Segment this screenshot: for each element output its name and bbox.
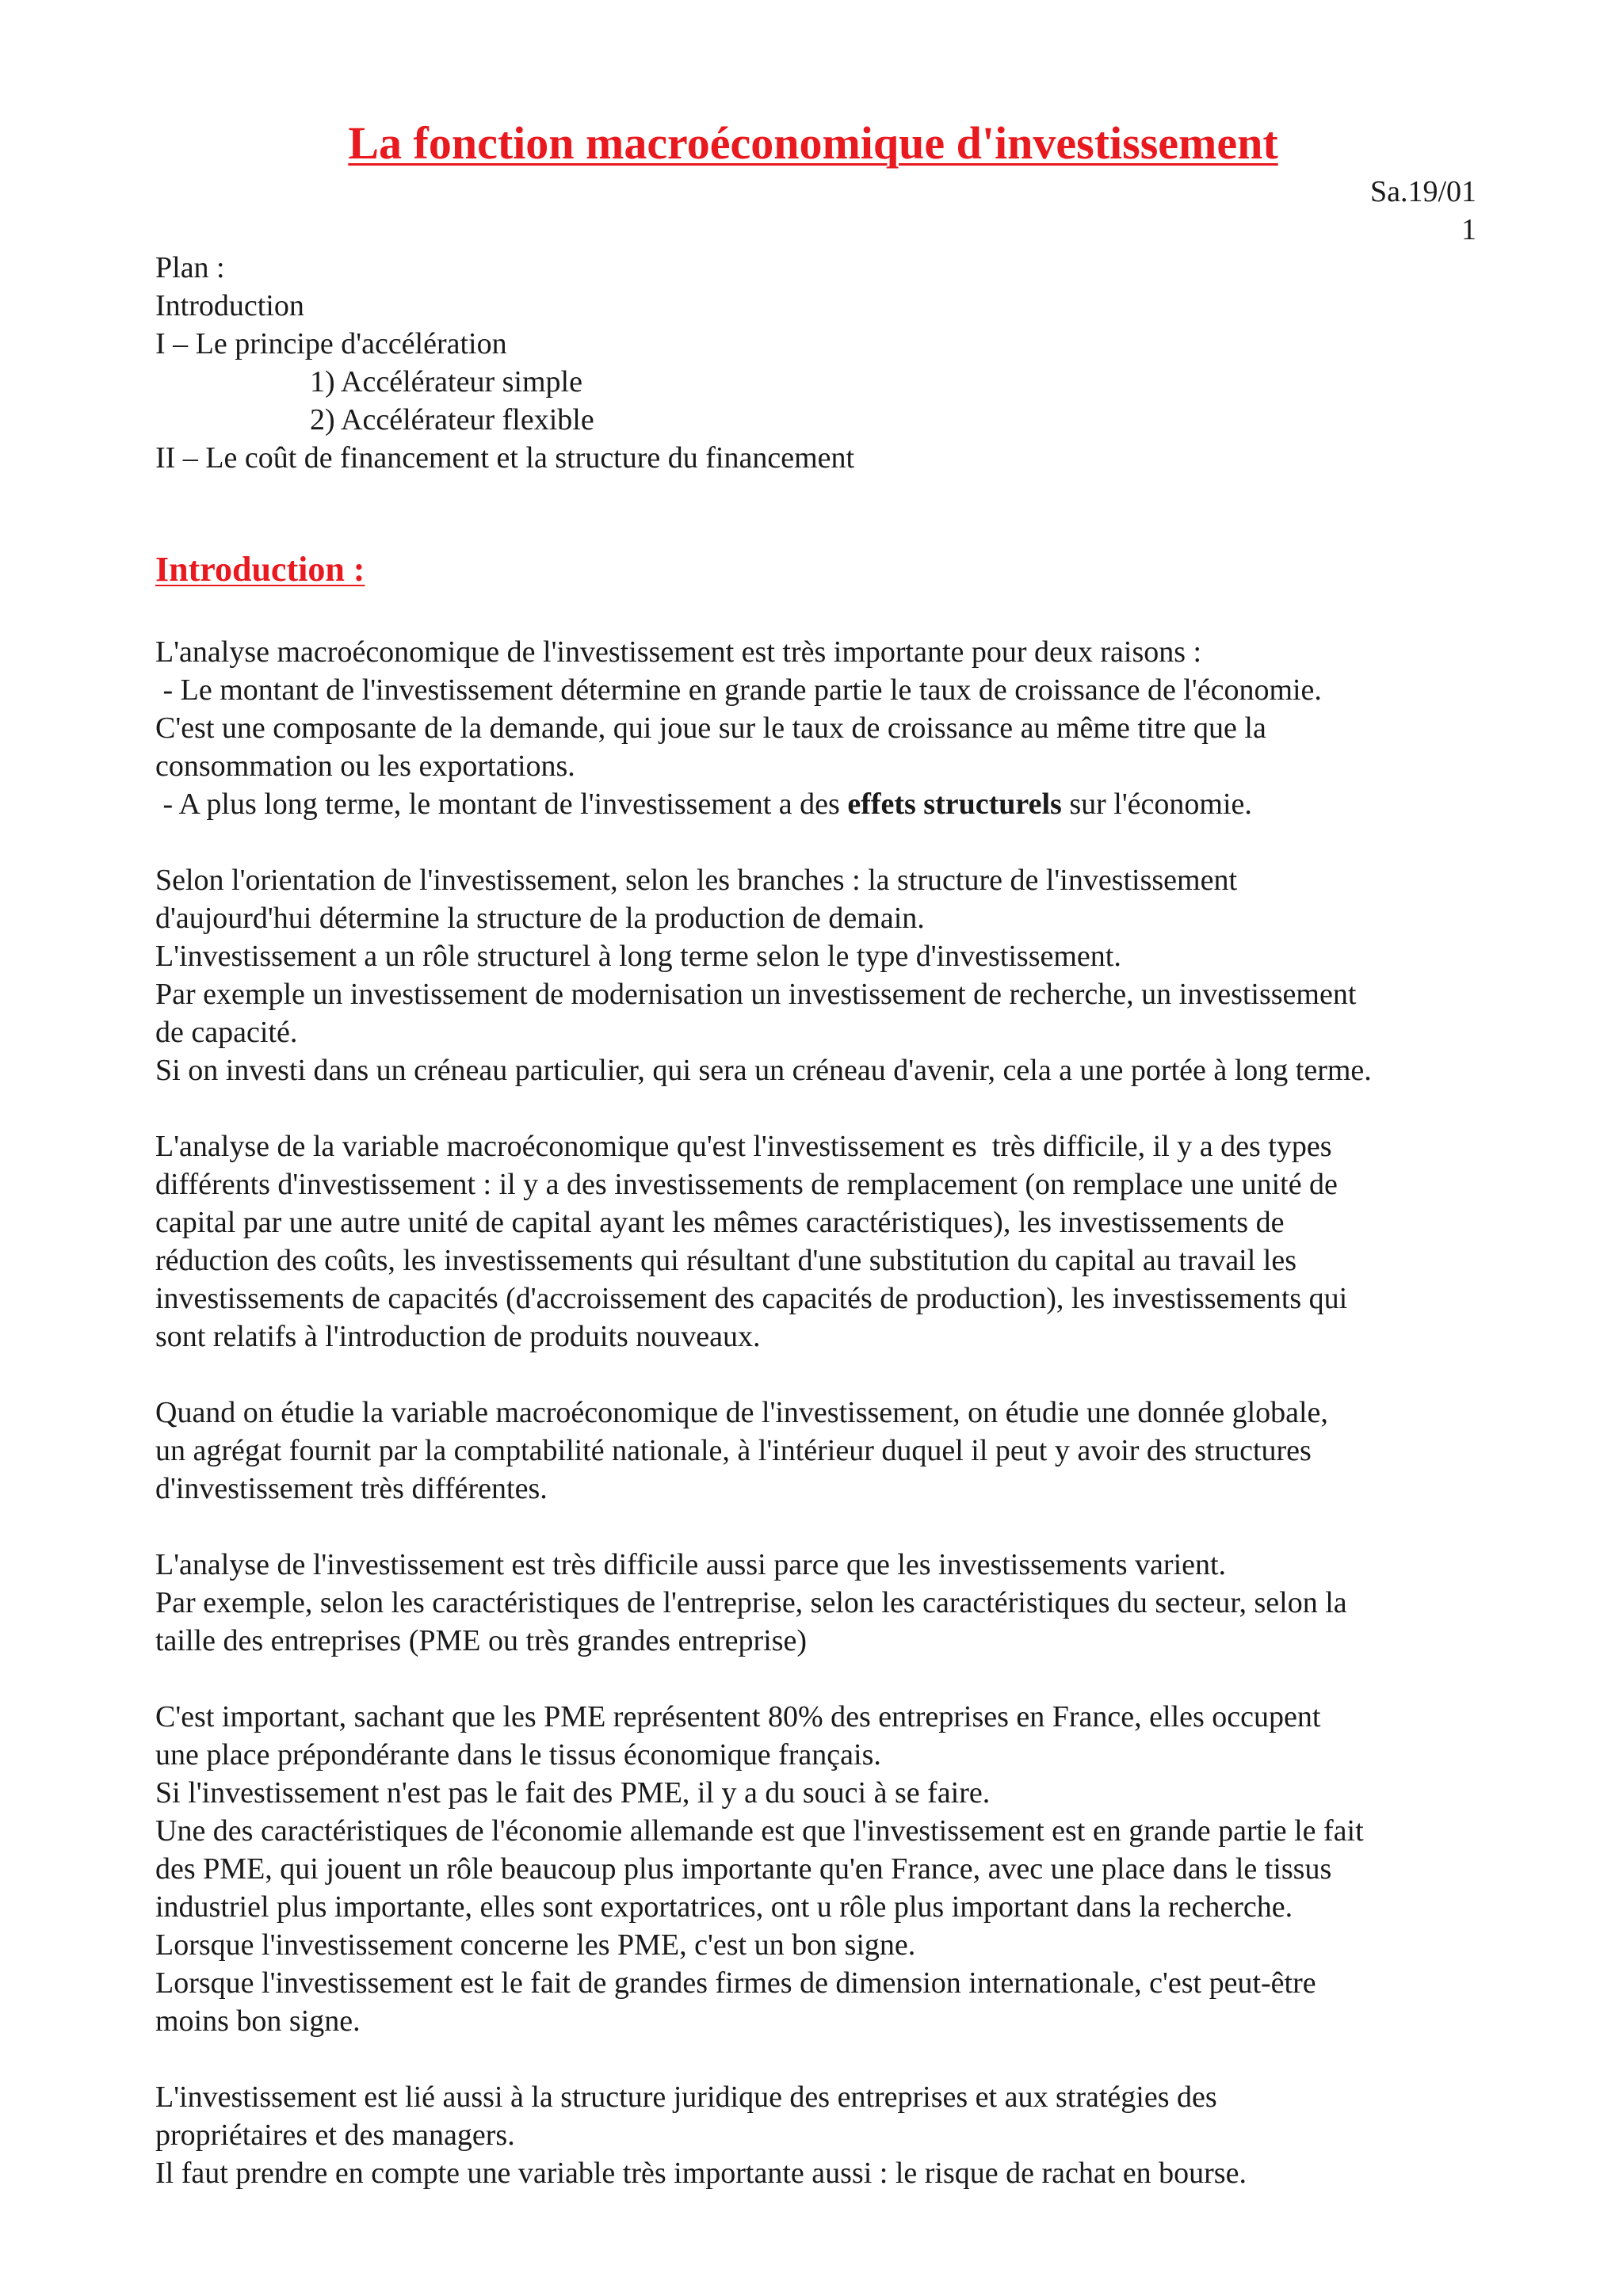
text-line: Selon l'orientation de l'investissement, selon les branches : la structure de l'investissement <box>155 864 1238 897</box>
document-title: La fonction macroéconomique d'investissement <box>348 117 1278 169</box>
text-line: Par exemple, selon les caractéristiques de l'entreprise, selon les caractéristiques du secteur, selon la <box>155 1586 1347 1619</box>
text-line: investissements de capacités (d'accroissement des capacités de production), les investissements qui <box>155 1282 1348 1315</box>
plan-label: Plan : <box>155 251 225 284</box>
text-line: Lorsque l'investissement concerne les PME, c'est un bon signe. <box>155 1928 916 1962</box>
text-line: Par exemple un investissement de modernisation un investissement de recherche, un investissement <box>155 978 1357 1011</box>
text-line: réduction des coûts, les investissements qui résultant d'une substitution du capital au travail les <box>155 1244 1297 1277</box>
plan-item-part-1-sub-1: 1) Accélérateur simple <box>310 365 582 399</box>
introduction-heading: Introduction : <box>155 550 365 589</box>
text-line: L'analyse macroéconomique de l'investissement est très importante pour deux raisons : <box>155 635 1202 669</box>
text-line: propriétaires et des managers. <box>155 2119 515 2152</box>
text-line: Lorsque l'investissement est le fait de grandes firmes de dimension internationale, c'est peut-être <box>155 1966 1316 2000</box>
text-line: Il faut prendre en compte une variable très importante aussi : le risque de rachat en bourse. <box>155 2157 1247 2190</box>
text-line-with-emphasis <box>155 785 1495 823</box>
text-segment: sur l'économie. <box>1061 788 1252 821</box>
text-line: - Le montant de l'investissement détermine en grande partie le taux de croissance de l'économie. <box>155 673 1322 707</box>
text-line: d'investissement très différentes. <box>155 1472 548 1505</box>
paragraph-7 <box>155 2078 1495 2192</box>
text-line: Une des caractéristiques de l'économie allemande est que l'investissement est en grande partie le fait <box>155 1814 1364 1848</box>
text-line: L'investissement est lié aussi à la structure juridique des entreprises et aux stratégies des <box>155 2081 1217 2114</box>
text-segment: - A plus long terme, le montant de l'investissement a des <box>155 788 848 821</box>
paragraph-6 <box>155 1698 1495 2040</box>
text-line: industriel plus importante, elles sont exportatrices, ont u rôle plus important dans la recherche. <box>155 1890 1293 1924</box>
text-line: de capacité. <box>155 1016 298 1049</box>
emphasis-text: effets structurels <box>847 788 1062 821</box>
text-line: Si on investi dans un créneau particulier, qui sera un créneau d'avenir, cela a une portée à long terme. <box>155 1054 1372 1087</box>
text-line: C'est important, sachant que les PME représentent 80% des entreprises en France, elles occupent <box>155 1700 1321 1733</box>
text-line: Si l'investissement n'est pas le fait des PME, il y a du souci à se faire. <box>155 1776 991 1810</box>
text-line: taille des entreprises (PME ou très grandes entreprise) <box>155 1624 808 1657</box>
text-line: capital par une autre unité de capital ayant les mêmes caractéristiques), les investissements de <box>155 1206 1285 1239</box>
text-line: L'analyse de la variable macroéconomique qu'est l'investissement es très difficile, il y a des types <box>155 1130 1332 1163</box>
text-line: Quand on étudie la variable macroéconomique de l'investissement, on étudie une donnée globale, <box>155 1396 1328 1429</box>
text-line: différents d'investissement : il y a des investissements de remplacement (on remplace une unité de <box>155 1168 1338 1201</box>
text-line: moins bon signe. <box>155 2004 361 2038</box>
plan-item-part-2: II – Le coût de financement et la structure du financement <box>155 441 855 475</box>
text-line: L'analyse de l'investissement est très difficile aussi parce que les investissements varient. <box>155 1548 1227 1581</box>
text-line: consommation ou les exportations. <box>155 749 575 783</box>
text-line: une place prépondérante dans le tissus économique français. <box>155 1738 881 1772</box>
document-meta <box>1370 173 1476 249</box>
paragraph-2 <box>155 861 1495 1089</box>
plan-item-introduction: Introduction <box>155 289 304 322</box>
plan-item-part-1-sub-2: 2) Accélérateur flexible <box>310 403 594 437</box>
paragraph-3 <box>155 1127 1495 1356</box>
text-line: des PME, qui jouent un rôle beaucoup plus importante qu'en France, avec une place dans le tissus <box>155 1852 1332 1886</box>
text-line: sont relatifs à l'introduction de produits nouveaux. <box>155 1320 761 1353</box>
text-line: d'aujourd'hui détermine la structure de la production de demain. <box>155 902 925 935</box>
page-number: 1 <box>1461 213 1476 246</box>
paragraph-5 <box>155 1546 1495 1660</box>
date-label: Sa.19/01 <box>1369 175 1476 208</box>
text-line: C'est une composante de la demande, qui joue sur le taux de croissance au même titre que la <box>155 711 1266 745</box>
text-line: un agrégat fournit par la comptabilité nationale, à l'intérieur duquel il peut y avoir des structures <box>155 1434 1312 1467</box>
introduction-body <box>155 633 1495 2230</box>
paragraph-1 <box>155 633 1495 823</box>
text-line: L'investissement a un rôle structurel à long terme selon le type d'investissement. <box>155 940 1121 973</box>
plan-item-part-1: I – Le principe d'accélération <box>155 327 507 360</box>
plan-outline <box>155 249 854 477</box>
paragraph-4 <box>155 1394 1495 1508</box>
